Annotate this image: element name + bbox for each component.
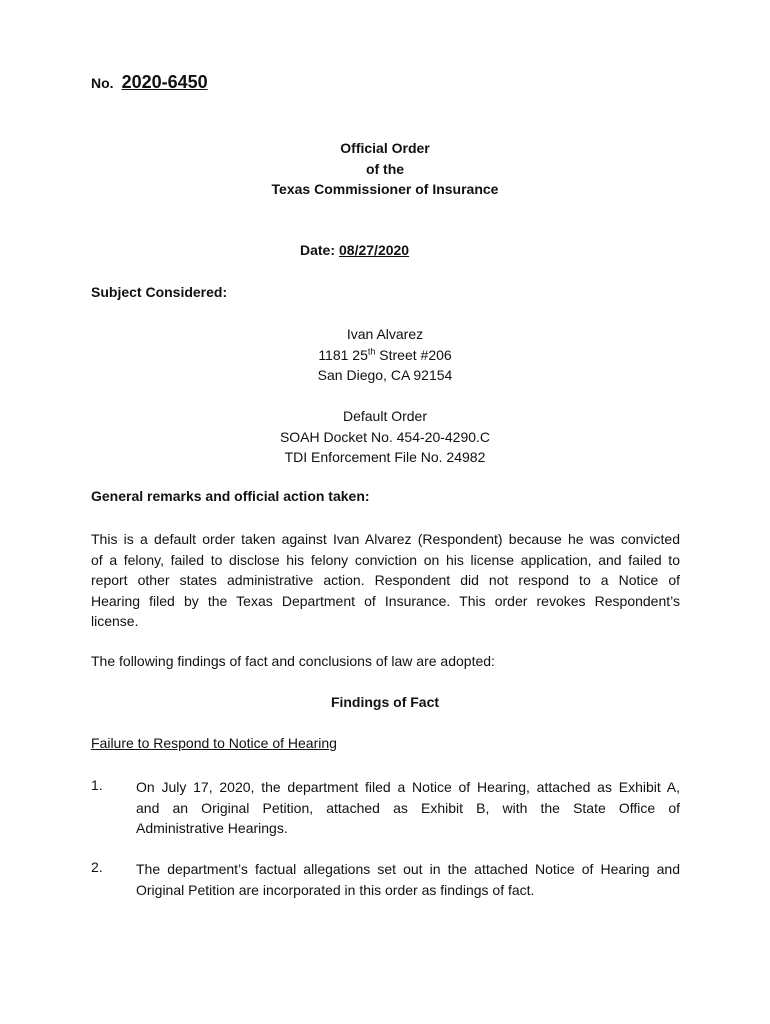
- order-type: Default Order: [342, 408, 428, 424]
- soah-docket: SOAH Docket No. 454-20-4290.C: [279, 428, 491, 445]
- findings-intro: The following findings of fact and conclusions of law are adopted:: [91, 653, 495, 669]
- remarks-line: license.: [91, 613, 139, 629]
- finding-text-1: [136, 777, 680, 839]
- respondent-street: [0, 345, 770, 366]
- remarks-line: of a felony, failed to disclose his felony conviction on his license application, and failed to: [91, 551, 680, 568]
- remarks-line: Hearing filed by the Texas Department of Insurance. This order revokes Respondent’s: [91, 592, 680, 609]
- findings-heading: Findings of Fact: [330, 694, 440, 710]
- finding-number-1: 1.: [91, 777, 103, 793]
- finding-line: On July 17, 2020, the department filed a Notice of Hearing, attached as Exhibit A,: [136, 779, 680, 795]
- remarks-heading: General remarks and official action taken:: [91, 488, 370, 504]
- enforcement-file: TDI Enforcement File No. 24982: [284, 449, 486, 465]
- title-line-3: Texas Commissioner of Insurance: [271, 181, 499, 197]
- street-number: 1181 25: [318, 346, 368, 363]
- respondent-city: San Diego, CA 92154: [317, 367, 453, 383]
- finding-line: Original Petition are incorporated in this order as findings of fact.: [136, 881, 535, 898]
- date-label: Date:: [300, 242, 336, 258]
- remarks-line: This is a default order taken against Ivan Alvarez (Respondent) because he was convicted: [91, 531, 680, 547]
- title-line-1: Official Order: [340, 140, 430, 156]
- street-name: Street #206: [375, 346, 452, 363]
- finding-line: and an Original Petition, attached as Exhibit B, with the State Office of: [136, 799, 680, 816]
- finding-text-2: [136, 859, 680, 900]
- subject-heading: Subject Considered:: [91, 284, 228, 300]
- findings-subheading: Failure to Respond to Notice of Hearing: [91, 735, 337, 751]
- finding-line: The department’s factual allegations set out in the attached Notice of Hearing and: [136, 861, 680, 877]
- finding-number-2: 2.: [91, 859, 103, 875]
- respondent-name: Ivan Alvarez: [346, 326, 424, 342]
- remarks-line: report other states administrative action. Respondent did not respond to a Notice of: [91, 572, 680, 588]
- order-number-value: 2020-6450: [121, 72, 208, 92]
- order-number: [91, 72, 214, 93]
- order-number-label: No.: [91, 75, 114, 91]
- street-ordinal: th: [367, 345, 376, 356]
- date-value: 08/27/2020: [339, 242, 410, 258]
- remarks-paragraph: [91, 529, 680, 632]
- order-date: [300, 242, 435, 258]
- title-line-2: of the: [365, 160, 405, 177]
- finding-line: Administrative Hearings.: [136, 820, 288, 836]
